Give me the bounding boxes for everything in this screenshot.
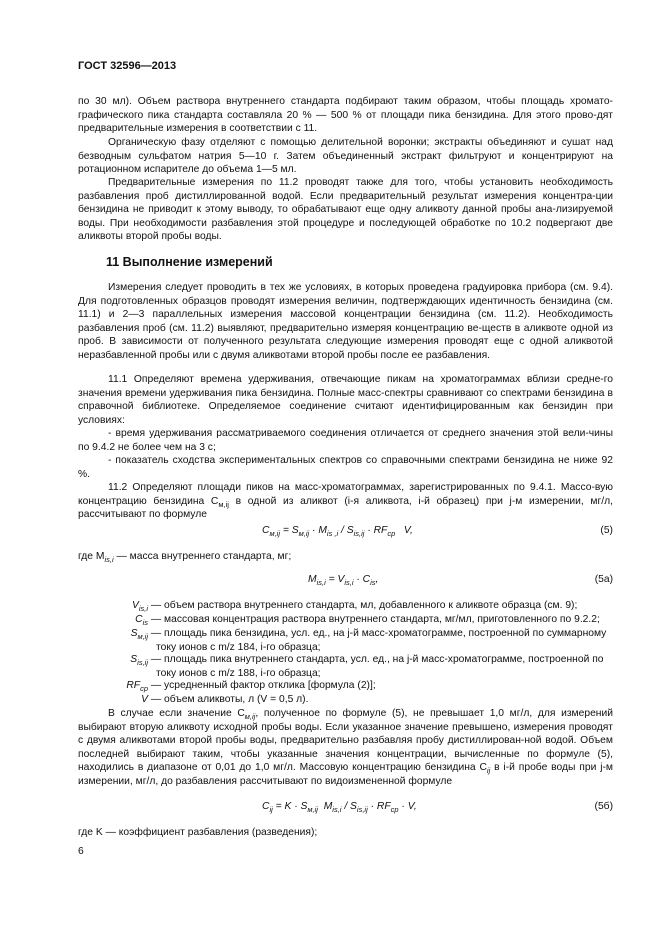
paragraph: по 30 мл). Объем раствора внутреннего стандарта подбирают таким образом, чтобы площадь хромато-графического пика стандарта составляла 20 % — 500 % от площади пика бензидина. Для этого прово-дят предварительные измерения в соответствии с 11. bbox=[78, 96, 613, 134]
formula-number: (5а) bbox=[594, 574, 613, 585]
formula-number: (5) bbox=[600, 525, 613, 536]
formula-number: (5б) bbox=[594, 801, 613, 812]
formula-5: $C_{м,ij} = S_{м,ij} \cdot M_{is ,i} / S_{is,ij} \cdot RF_{ср}$ V, bbox=[262, 525, 413, 539]
where-clause: где K — коэффициент разбавления (разведения); bbox=[78, 827, 318, 838]
page-number: 6 bbox=[78, 846, 84, 857]
where-clause: где $M_{is,i}$ — масса внутреннего стандарта, мг; bbox=[78, 551, 292, 565]
legend-item: $C_{is}$ — массовая концентрация раствора внутреннего стандарта, мг/мл, приготовленного по 9.2.2; bbox=[135, 614, 600, 628]
list-item: - показатель сходства экспериментальных спектров со справочными спектрами бензидина не ниже 92 %. bbox=[78, 455, 613, 480]
section-heading: 11 Выполнение измерений bbox=[106, 255, 273, 269]
formula-5b: $C_{ij} = K \cdot S_{м,ij}$ $M_{is,i} / S_{is,ij} \cdot RF_{ср} \cdot V$, bbox=[262, 801, 417, 815]
formula-5a: $M_{is,i} = V_{is,i} \cdot C_{is}$, bbox=[308, 574, 379, 588]
paragraph: 11.1 Определяют времена удерживания, отвечающие пикам на хроматограммах вблизи средне-го значения времени удерживания пика бензидина. Полные масс-спектры сравнивают со спектрами бензидина в справочной библиотеке. Определяемое соединение считают идентифицированным как бензидин при условиях: bbox=[78, 374, 613, 426]
legend-item: $S_{м,ij}$ — площадь пика бензидина, усл. ед., на j-й масс-хроматограмме, построенной по суммарному току ионов с m/z 184, i-го образца; bbox=[130, 628, 607, 653]
paragraph: Измерения следует проводить в тех же условиях, в которых проведена градуировка прибора (см. 9.4). Для подготовленных образцов проводят измерения величин, подтверждающих идентичность бензидина (см. 11.1) и 2—3 параллельных измерения массовой концентрации бензидина (см. 11.2). Необходимость разбавления проб (см. 11.2) выявляют, предварительно измеряя концентрацию ве-ществ в аликвоте одной из проб. В зависимости от полученного результата следующие измерения проводят еще с одной аликвотой неразбавленной пробы или с двумя аликвотами второй пробы после ее разбавления. bbox=[78, 282, 613, 361]
legend-item: $S_{is,ij}$ — площадь пика внутреннего стандарта, усл. ед., на j-й масс-хроматограмме, построенной по току ионов с m/z 188, i-го образца; bbox=[130, 654, 604, 679]
legend-item: $V_{is,i}$ — объем раствора внутреннего стандарта, мл, добавленного к аликвоте образца (см. 9); bbox=[131, 600, 578, 614]
paragraph: В случае если значение $C_{м,ij}$, полученное по формуле (5), не превышает 1,0 мг/л, для измерений выбирают вторую аликвоту исходной пробы воды. Если указанное значение превышено, измерения проводят с двумя аликвотами второй пробы воды, предварительно разбавляя пробу дистиллирован-ной водой. Объем последней выбирают таким, чтобы указанные значения концентрации, вычисленные по формуле (5), находились в диапазоне от 0,01 до 1,0 мг/л. Массовую концентрацию бензидина $C_{ij}$ в i-й пробе воды при j-м измерении, мг/л, до разбавления рассчитывают по видоизмененной формуле bbox=[78, 708, 613, 787]
legend-item: $RF_{ср}$ — усредненный фактор отклика [формула (2)]; bbox=[126, 680, 376, 694]
legend-item: V — объем аликвоты, л (V = 0,5 л). bbox=[141, 694, 309, 705]
list-item: - время удерживания рассматриваемого соединения отличается от среднего значения этой вели-чины по 9.4.2 не более чем на 3 с; bbox=[78, 428, 613, 453]
paragraph: Органическую фазу отделяют с помощью делительной воронки; экстракты объединяют и сушат над безводным сульфатом натрия 5—10 г. Затем объединенный экстракт фильтруют и концентрируют на ротационном испарителе до объема 1—5 мл. bbox=[78, 137, 613, 175]
paragraph: 11.2 Определяют площади пиков на масс-хроматограммах, зарегистрированных по 9.4.1. Массо-вую концентрацию бензидина $C_{м,ij}$ в одной из аликвот (i-я аликвота, i-й образец) при j-м измерении, мг/л, рассчитывают по формуле bbox=[78, 482, 613, 520]
paragraph: Предварительные измерения по 11.2 проводят также для того, чтобы установить необходимость разбавления проб дистиллированной водой. Если предварительный результат измерения концентра-ции бензидина не приводит к этому выводу, то обрабатывают еще одну аликвоту данной пробы ана-лизируемой воды. При необходимости разбавления этой процедуре и последующей обработке по 10.2 подвергают две аликвоты второй пробы воды. bbox=[78, 177, 613, 242]
document-header: ГОСТ 32596—2013 bbox=[78, 60, 177, 72]
